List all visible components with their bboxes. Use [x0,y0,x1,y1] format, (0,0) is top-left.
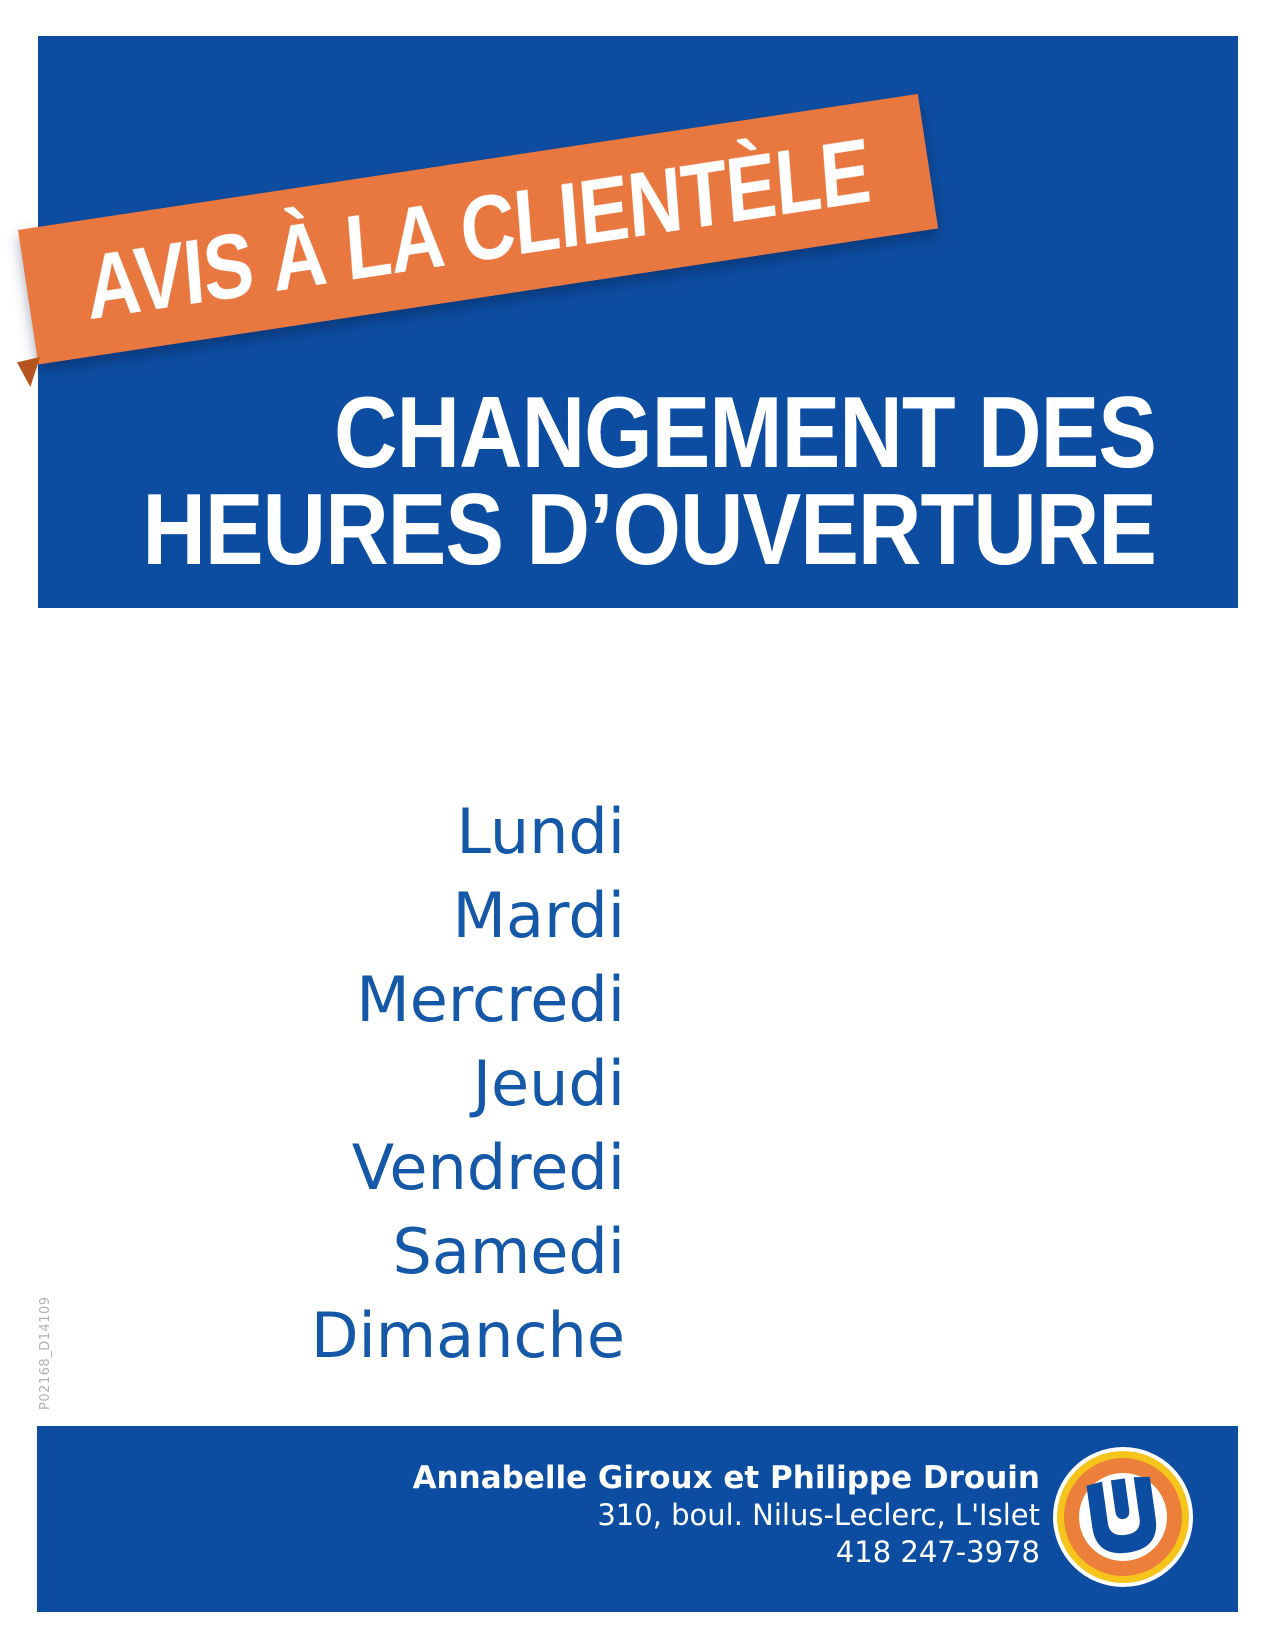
page-title-line1: CHANGEMENT DES [333,374,1156,490]
day-friday: Vendredi [351,1131,625,1204]
page-title-line2: HEURES D’OUVERTURE [142,471,1156,587]
store-phone: 418 247-3978 [835,1535,1040,1569]
store-logo [1053,1447,1193,1587]
store-owners: Annabelle Giroux et Philippe Drouin [412,1460,1040,1496]
day-saturday: Samedi [392,1215,625,1288]
ribbon-fold [17,357,40,387]
day-tuesday: Mardi [452,879,625,952]
store-address: 310, boul. Nilus-Leclerc, L'Islet [597,1498,1040,1532]
days-list [311,790,625,1378]
day-thursday: Jeudi [472,1047,625,1120]
store-info [413,1460,1040,1571]
day-sunday: Dimanche [310,1299,625,1372]
notice-ribbon-label: AVIS À LA CLIENTÈLE [82,119,874,340]
day-wednesday: Mercredi [356,963,625,1036]
page-title [142,374,1156,587]
u-logo-icon [1053,1447,1193,1587]
day-monday: Lundi [456,795,625,868]
print-code: P02168_D14109 [38,1296,53,1410]
